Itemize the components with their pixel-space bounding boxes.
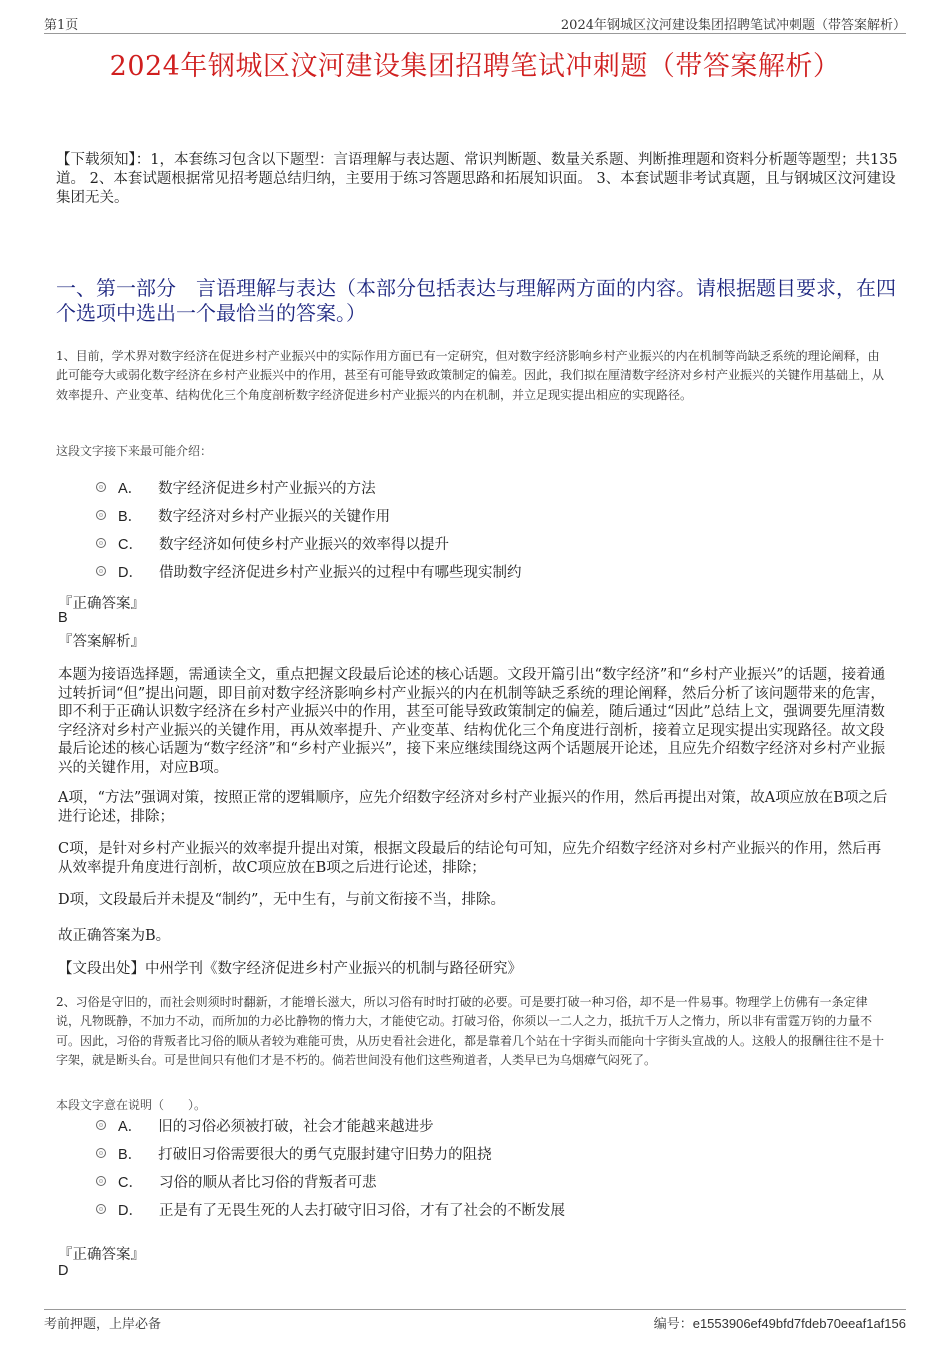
option-text: 数字经济对乡村产业振兴的关键作用: [158, 508, 391, 525]
option-letter: C．: [118, 536, 143, 553]
running-title: 2024年钢城区汶河建设集团招聘笔试冲刺题（带答案解析）: [560, 18, 906, 33]
option-letter: C．: [118, 1174, 143, 1191]
answer-value: D: [58, 1263, 69, 1279]
footer-divider: [44, 1309, 906, 1310]
page-number: 第1页: [44, 18, 79, 33]
radio-icon[interactable]: [96, 538, 106, 548]
answer-label: 『正确答案』: [58, 596, 145, 612]
option-letter: B．: [118, 1146, 143, 1163]
question-2-option-d[interactable]: [96, 1198, 565, 1220]
radio-icon[interactable]: [96, 482, 106, 492]
section-title: 一、第一部分 言语理解与表达（本部分包括表达与理解两方面的内容。请根据题目要求，在四个选项中选出一个最恰当的答案。）: [56, 276, 896, 325]
analysis-conclusion: 故正确答案为B。: [58, 928, 171, 944]
question-1-option-a[interactable]: [96, 476, 376, 498]
question-2-option-b[interactable]: [96, 1142, 492, 1164]
option-text: 打破旧习俗需要很大的勇气克服封建守旧势力的阻挠: [158, 1146, 492, 1163]
option-text: 正是有了无畏生死的人去打破守旧习俗，才有了社会的不断发展: [158, 1202, 565, 1219]
question-2-text: 2、习俗是守旧的，而社会则须时时翻新，才能增长滋大，所以习俗有时时打破的必要。可是要打破一种习俗，却不是一件易事。物理学上仿佛有一条定律说，凡物既静，不加力不动，而所加的力必比静物的惰力大，才能使它动。打破习俗，你须以一二人之力，抵抗千万人之惰力，所以非有雷霆万钧的力量不可。因此，习俗的背叛者比习俗的顺从者较为难能可贵，从历史看社会进化，都是靠着几个站在十字街头而能向十字街头宣战的人。这般人的报酬往往不是十字架，就是断头台。可是世间只有他们才是不朽的。倘若世间没有他们这些殉道者，人类早已为乌烟瘴气闷死了。: [56, 995, 885, 1067]
radio-icon[interactable]: [96, 510, 106, 520]
question-2-option-a[interactable]: [96, 1114, 434, 1136]
option-text: 旧的习俗必须被打破，社会才能越来越进步: [158, 1118, 434, 1135]
download-notice: 【下载须知】：1，本套练习包含以下题型：言语理解与表达题、常识判断题、数量关系题、判断推理题和资料分析题等题型；共135道。 2、本套试题根据常见招考题总结归纳，主要用于练习答题思路和拓展知识面。 3、本套试题非考试真题，且与钢城区汶河建设集团无关。: [56, 152, 898, 206]
header-divider: [44, 33, 906, 34]
question-2-prompt: 本段文字意在说明（ ）。: [56, 1098, 207, 1112]
source-citation: 【文段出处】中州学刊《数字经济促进乡村产业振兴的机制与路径研究》: [58, 961, 522, 977]
footer-slogan: 考前押题，上岸必备: [44, 1317, 162, 1332]
option-letter: D．: [118, 564, 143, 581]
document-code: [654, 1313, 906, 1332]
analysis-paragraph: D项，文段最后并未提及“制约”，无中生有，与前文衔接不当，排除。: [58, 892, 505, 908]
code-value: e1553906ef49bfd7fdeb70eeaf1af156: [692, 1316, 906, 1331]
answer-value: B: [58, 610, 68, 626]
question-1-option-c[interactable]: [96, 532, 449, 554]
question-1-text: 1、目前，学术界对数字经济在促进乡村产业振兴中的实际作用方面已有一定研究，但对数字经济影响乡村产业振兴的内在机制等尚缺乏系统的理论阐释，由此可能夸大或弱化数字经济在乡村产业振兴中的作用，甚至有可能导致政策制定的偏差。因此，我们拟在厘清数字经济对乡村产业振兴的关键作用基础上，从效率提升、产业变革、结构优化三个角度剖析数字经济促进乡村产业振兴的内在机制，并立足现实提出相应的实现路径。: [56, 349, 885, 402]
question-1-option-d[interactable]: [96, 560, 521, 582]
radio-icon[interactable]: [96, 1120, 106, 1130]
analysis-paragraph: C项，是针对乡村产业振兴的效率提升提出对策，根据文段最后的结论句可知，应先介绍数字经济对乡村产业振兴的作用，然后再从效率提升角度进行剖析，故C项应放在B项之后进行论述，排除；: [58, 841, 882, 876]
question-2-option-c[interactable]: [96, 1170, 376, 1192]
option-text: 习俗的顺从者比习俗的背叛者可悲: [158, 1174, 377, 1191]
code-label: 编号：: [653, 1317, 693, 1332]
answer-label: 『正确答案』: [58, 1247, 145, 1263]
radio-icon[interactable]: [96, 1204, 106, 1214]
option-letter: A．: [118, 480, 143, 497]
radio-icon[interactable]: [96, 566, 106, 576]
option-text: 借助数字经济促进乡村产业振兴的过程中有哪些现实制约: [158, 564, 522, 581]
question-1-prompt: 这段文字接下来最可能介绍：: [56, 444, 213, 458]
option-letter: B．: [118, 508, 143, 525]
analysis-paragraph: A项，“方法”强调对策，按照正常的逻辑顺序，应先介绍数字经济对乡村产业振兴的作用，然后再提出对策，故A项应放在B项之后进行论述，排除；: [58, 790, 888, 825]
option-letter: D．: [118, 1202, 143, 1219]
option-text: 数字经济如何使乡村产业振兴的效率得以提升: [158, 536, 449, 553]
option-text: 数字经济促进乡村产业振兴的方法: [158, 480, 376, 497]
page-title: 2024年钢城区汶河建设集团招聘笔试冲刺题（带答案解析）: [109, 51, 841, 82]
analysis-label: 『答案解析』: [58, 634, 145, 650]
radio-icon[interactable]: [96, 1148, 106, 1158]
radio-icon[interactable]: [96, 1176, 106, 1186]
analysis-paragraph: 本题为接语选择题，需通读全文，重点把握文段最后论述的核心话题。文段开篇引出“数字经济”和“乡村产业振兴”的话题，接着通过转折词“但”提出问题，即目前对数字经济影响乡村产业振兴的内在机制等缺乏系统的理论阐释，然后分析了该问题带来的危害，即不利于正确认识数字经济在乡村产业振兴中的作用，甚至可能导致政策制定的偏差，随后通过“因此”总结上文，强调要先厘清数字经济对乡村产业振兴的关键作用，再从效率提升、产业变革、结构优化三个角度进行剖析，接着立足现实提出实现路径。故文段最后论述的核心话题为“数字经济”和“乡村产业振兴”，接下来应继续围绕这两个话题展开论述，且应先介绍数字经济对乡村产业振兴的关键作用，对应B项。: [58, 667, 886, 776]
option-letter: A．: [118, 1118, 143, 1135]
question-1-option-b[interactable]: [96, 504, 390, 526]
